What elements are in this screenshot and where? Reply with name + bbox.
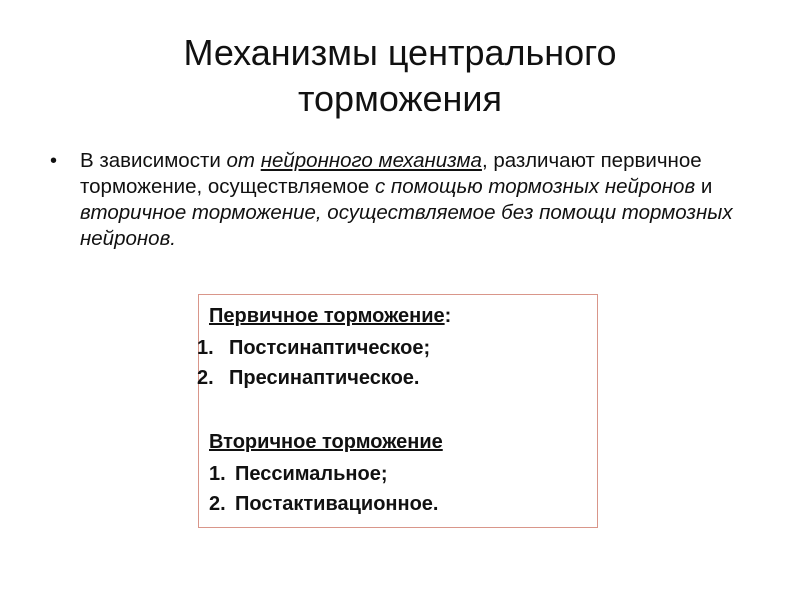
bullet-text-part-2: от bbox=[226, 149, 261, 172]
secondary-list-item-1 bbox=[209, 459, 388, 489]
slide-title-line-2: торможения bbox=[297, 78, 503, 119]
slide-title bbox=[0, 30, 800, 122]
primary-list-item-2-number: 2. bbox=[197, 367, 214, 389]
primary-list-item-2 bbox=[197, 363, 419, 393]
slide-title-line-1: Механизмы центрального bbox=[183, 32, 617, 73]
primary-inhibition-header-text: Первичное торможение bbox=[209, 305, 445, 327]
bullet-text-part-5: с помощью тормозных нейронов bbox=[374, 175, 696, 198]
secondary-list-item-2-number: 2. bbox=[209, 493, 226, 515]
bullet-text-part-1: В зависимости bbox=[80, 149, 227, 172]
bullet-text-part-3: нейронного механизма bbox=[260, 149, 482, 172]
secondary-list-item-1-number: 1. bbox=[209, 463, 226, 485]
primary-inhibition-header-colon: : bbox=[444, 305, 452, 327]
secondary-list-item-2 bbox=[209, 489, 439, 519]
bullet-text-part-4: , различают первичное торможение, осуществляемое bbox=[80, 149, 702, 198]
bullet-text-part-6: и bbox=[695, 175, 713, 198]
bullet-text bbox=[80, 148, 770, 252]
secondary-inhibition-header-text: Вторичное торможение bbox=[209, 431, 443, 453]
inhibition-types-box bbox=[198, 294, 598, 528]
primary-list-item-1 bbox=[197, 333, 430, 363]
primary-inhibition-header bbox=[209, 301, 451, 331]
bullet-dot-icon: • bbox=[50, 150, 58, 172]
primary-list-item-1-number: 1. bbox=[197, 337, 214, 359]
secondary-inhibition-header bbox=[209, 427, 443, 457]
bullet-text-part-7: вторичное торможение, осуществляемое без помощи тормозных нейронов. bbox=[80, 201, 733, 250]
primary-list-item-2-label: Пресинаптическое. bbox=[229, 367, 420, 389]
secondary-list-item-1-label: Пессимальное; bbox=[235, 463, 388, 485]
secondary-list-item-2-label: Постактивационное. bbox=[235, 493, 439, 515]
primary-list-item-1-label: Постсинаптическое; bbox=[229, 337, 431, 359]
